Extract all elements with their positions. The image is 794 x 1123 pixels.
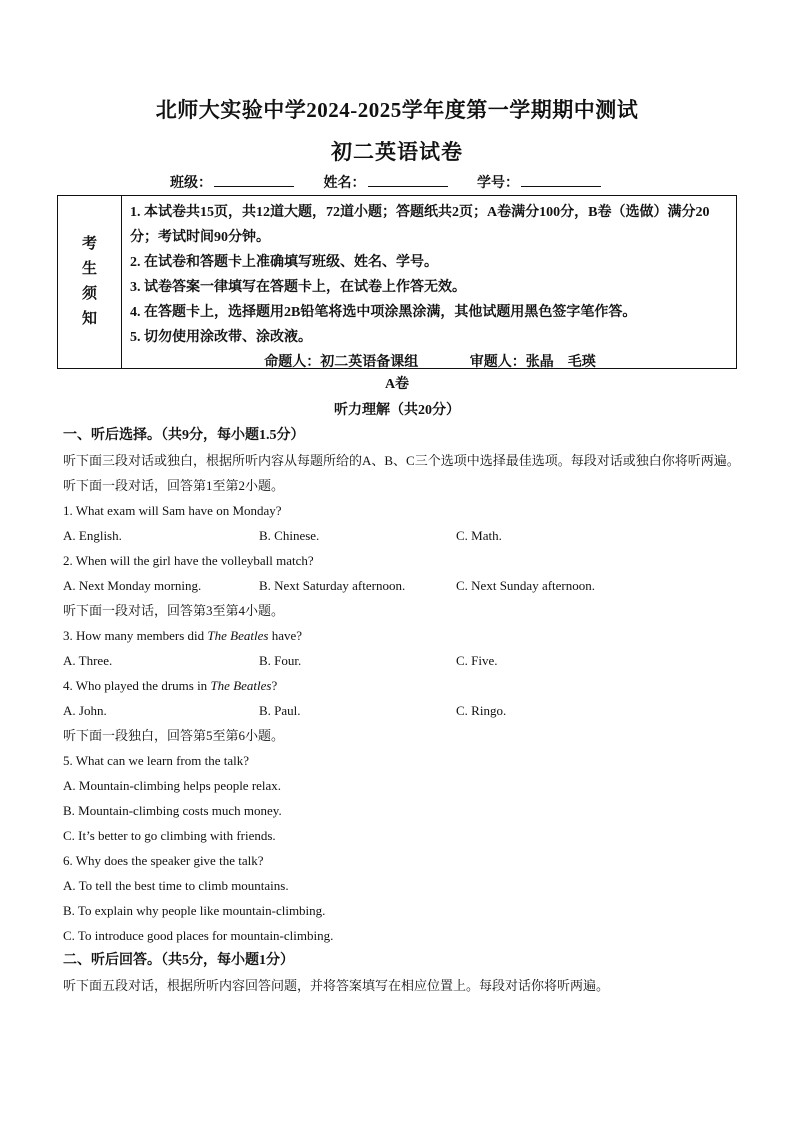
option-b: B. Mountain-climbing costs much money. bbox=[63, 803, 282, 818]
question-1: 1. What exam will Sam have on Monday? bbox=[63, 503, 282, 518]
option-c: C. Next Sunday afternoon. bbox=[456, 578, 596, 593]
setter-text: 命题人：初二英语备课组 bbox=[264, 355, 419, 370]
question-4 bbox=[63, 673, 743, 698]
dialog-instruction: 听下面一段对话，回答第1至第2小题。 bbox=[63, 478, 285, 493]
option-a: A. Next Monday morning. bbox=[63, 578, 202, 593]
question-4-pre: 4. Who played the drums in bbox=[63, 678, 211, 693]
option-c: C. It’s better to go climbing with friends. bbox=[63, 828, 276, 843]
volume-heading: A卷 bbox=[384, 377, 410, 392]
class-label: 班级： bbox=[170, 176, 212, 191]
question-3-pre: 3. How many members did bbox=[63, 628, 208, 643]
option-a: A. Three. bbox=[63, 653, 113, 668]
section-heading: 一、听后选择。（共9分，每小题1.5分） bbox=[63, 428, 305, 443]
notice-side-char: 生 bbox=[81, 261, 97, 277]
name-blank bbox=[368, 174, 448, 187]
option-a: A. English. bbox=[63, 528, 122, 543]
band-name: The Beatles bbox=[210, 678, 272, 693]
question-3-options bbox=[63, 648, 743, 673]
option-c: C. Five. bbox=[456, 653, 498, 668]
option-a: A. To tell the best time to climb mountains. bbox=[63, 878, 289, 893]
option-c: C. Math. bbox=[456, 528, 502, 543]
id-label: 学号： bbox=[477, 176, 519, 191]
name-label: 姓名： bbox=[323, 176, 366, 191]
question-2-options bbox=[63, 573, 743, 598]
option-b: B. Paul. bbox=[259, 703, 301, 718]
notice-side-char: 知 bbox=[81, 311, 97, 327]
dialog-instruction: 听下面一段独白，回答第5至第6小题。 bbox=[63, 728, 285, 743]
dialog-instruction: 听下面一段对话，回答第3至第4小题。 bbox=[63, 603, 285, 618]
notice-item: 2. 在试卷和答题卡上准确填写班级、姓名、学号。 bbox=[130, 255, 438, 270]
notice-item: 3. 试卷答案一律填写在答题卡上，在试卷上作答无效。 bbox=[130, 280, 466, 295]
band-name: The Beatles bbox=[207, 628, 269, 643]
question-4-post: ? bbox=[271, 678, 278, 693]
question-3-post: have? bbox=[268, 628, 302, 643]
notice-side-char: 须 bbox=[81, 286, 97, 302]
notice-side-label bbox=[58, 196, 122, 368]
id-field bbox=[477, 172, 601, 192]
page-subtitle: 初二英语试卷 bbox=[331, 140, 463, 164]
option-b: B. Chinese. bbox=[259, 528, 320, 543]
notice-body bbox=[122, 196, 736, 375]
question-2: 2. When will the girl have the volleyball match? bbox=[63, 553, 314, 568]
option-b: B. To explain why people like mountain-climbing. bbox=[63, 903, 326, 918]
name-field bbox=[324, 172, 448, 192]
page-title: 北师大实验中学2024-2025学年度第一学期期中测试 bbox=[155, 98, 639, 122]
section-heading: 二、听后回答。（共5分，每小题1分） bbox=[63, 953, 294, 968]
class-field bbox=[170, 172, 294, 192]
option-b: B. Next Saturday afternoon. bbox=[259, 578, 406, 593]
question-5: 5. What can we learn from the talk? bbox=[63, 753, 250, 768]
notice-item: 5. 切勿使用涂改带、涂改液。 bbox=[130, 330, 312, 345]
notice-side-char: 考 bbox=[81, 236, 97, 252]
notice-item: 1. 本试卷共15页，共12道大题，72道小题；答题纸共2页；A卷满分100分，B卷（选做）满分20分；考试时间90分钟。 bbox=[130, 205, 710, 245]
question-6: 6. Why does the speaker give the talk? bbox=[63, 853, 264, 868]
section-instruction: 听下面五段对话，根据所听内容回答问题，并将答案填写在相应位置上。每段对话你将听两遍。 bbox=[63, 978, 610, 993]
question-4-options bbox=[63, 698, 743, 723]
option-a: A. Mountain-climbing helps people relax. bbox=[63, 778, 282, 793]
exam-notice-box bbox=[57, 195, 737, 369]
option-c: C. To introduce good places for mountain-climbing. bbox=[63, 928, 334, 943]
notice-authors bbox=[130, 350, 730, 375]
question-3 bbox=[63, 623, 743, 648]
id-blank bbox=[521, 174, 601, 187]
option-b: B. Four. bbox=[259, 653, 302, 668]
notice-item: 4. 在答题卡上，选择题用2B铅笔将选中项涂黑涂满，其他试题用黑色签字笔作答。 bbox=[130, 305, 637, 320]
class-blank bbox=[214, 174, 294, 187]
option-a: A. John. bbox=[63, 703, 107, 718]
student-info-fields bbox=[170, 172, 627, 192]
reviewer-text: 审题人：张晶 毛瑛 bbox=[469, 355, 596, 370]
option-c: C. Ringo. bbox=[456, 703, 507, 718]
part-heading: 听力理解（共20分） bbox=[334, 403, 460, 418]
question-1-options bbox=[63, 523, 743, 548]
exam-content bbox=[63, 423, 743, 998]
section-instruction: 听下面三段对话或独白，根据所听内容从每题所给的A、B、C三个选项中选择最佳选项。每段对话或独白你将听两遍。 bbox=[63, 453, 740, 468]
